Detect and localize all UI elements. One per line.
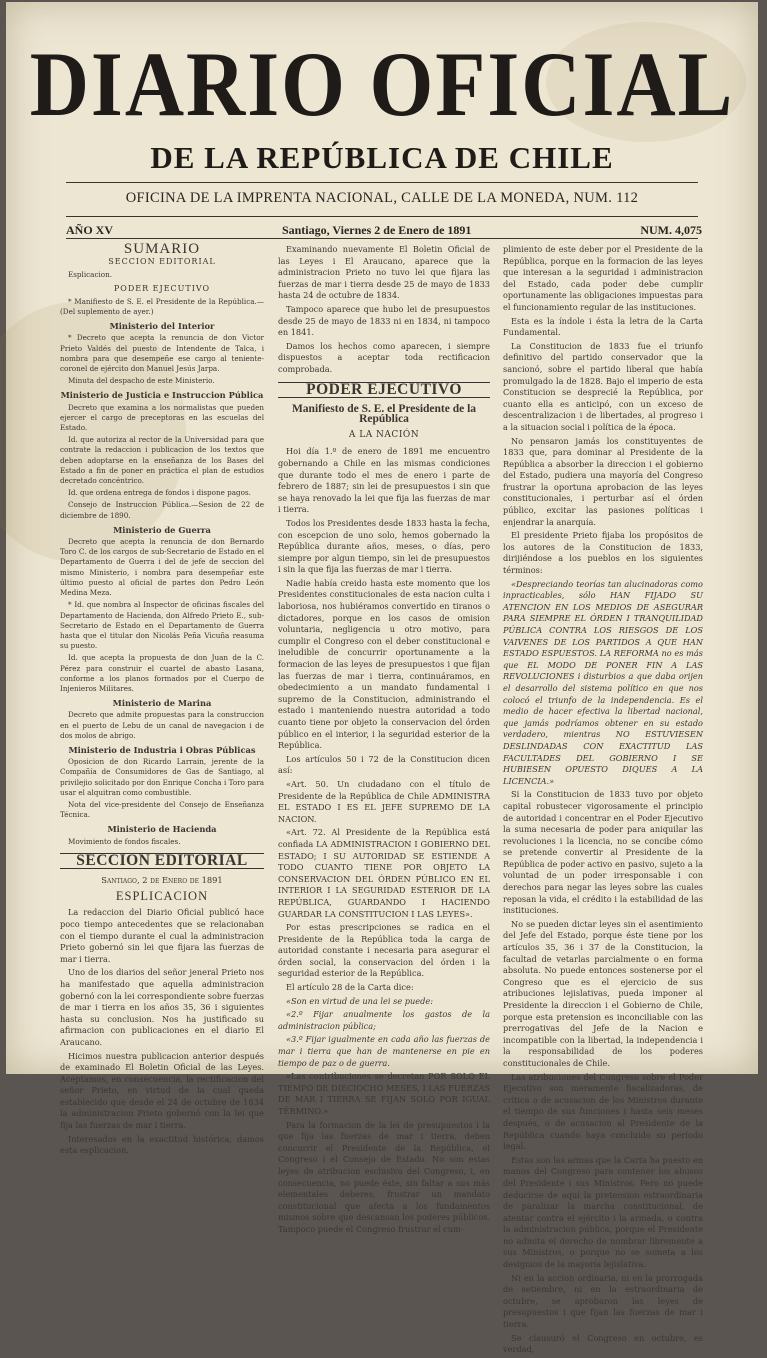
ministry-heading: Ministerio de Marina	[112, 698, 212, 709]
section-label: SECCION EDITORIAL	[108, 257, 216, 267]
editorial-section-box	[60, 853, 264, 869]
section-heading: PODER EJECUTIVO	[306, 380, 462, 398]
paragraph: El artículo 28 de la Carta dice:	[286, 982, 414, 993]
paragraph: Damos los hechos como aparecen, i siempre dispuestos a aceptar toda rectificacion comprobada.	[278, 340, 490, 374]
rule	[66, 182, 698, 183]
paragraph: La redaccion del Diario Oficial publicó hace poco tiempo antecedentes que se relacionaban con el tiempo durante el cual la administracion Prieto gobernó sin lei que fijara las fuerzas de mar i tierra.	[60, 907, 264, 964]
dateline	[66, 223, 702, 238]
sumario-heading: SUMARIO	[123, 241, 201, 257]
column-2	[278, 244, 490, 1238]
paragraph: «Son en virtud de una lei se puede:	[286, 995, 433, 1006]
ministry-heading: Ministerio de Justicia e Instruccion Pública	[60, 390, 264, 401]
paragraph: «Las contribuciones se decretan POR SOLO EL TIEMPO DE DIECIOCHO MESES, I LAS FUERZAS DE MAR I TIERRA SE FIJAN SOLO POR IGUAL TÉRMINO.»	[278, 1071, 490, 1116]
poder-ejecutivo-box	[278, 382, 490, 398]
printing-office-line: OFICINA DE LA IMPRENTA NACIONAL, CALLE DE LA MONEDA, NUM. 112	[125, 190, 639, 206]
issue-number: NUM. 4,075	[640, 223, 702, 237]
paragraph: Por estas prescripciones se radica en el Presidente de la República toda la carga de autoridad constante i necesaria para asegurar el órden social, la conservacion del órden i la seguridad esterior de la República.	[278, 922, 490, 979]
column-3	[503, 244, 703, 1358]
paragraph: Se clausuró el Congreso en octubre, es verdad,	[503, 1332, 703, 1355]
paragraph: Esta es la índole i ésta la letra de la Carta Fundamental.	[503, 315, 703, 338]
paragraph: Uno de los diarios del señor jeneral Prieto nos ha manifestado que aquella administracion gobernó con la lei correspondiente sobre fuerzas de mar i tierra en los años 35, 36 i siguientes hasta su conclusion. Nos ha justificado su afirmacion con publicaciones en el diario El Araucano.	[60, 967, 264, 1047]
newspaper-page	[6, 2, 758, 1355]
paragraph: Examinando nuevamente El Boletin Oficial de las Leyes i El Araucano, aparece que la administracion Prieto no tuvo lei que fijara las fuerzas de mar i tierra desde 25 de mayo de 1833 hasta 24 de octubre de 1834.	[278, 244, 490, 301]
paragraph: Tampoco aparece que hubo lei de presupuestos desde 25 de mayo de 1833 ni en 1834, ni tampoco en 1841.	[278, 303, 490, 338]
paragraph: Interesados en la exactitud histórica, damos esta esplicacion.	[60, 1133, 264, 1156]
article-heading: ESPLICACION	[115, 889, 209, 904]
paragraph: Nadie había creido hasta este momento que los Presidentes constitucionales de esta nacion culta i laboriosa, nos hubiéramos convertido en tiranos o dictadores, porque en los casos de omision voluntaria, negligencia u otro motivo, para cumplir el Congreso con el deber constitucional e ineludible de concurrir oportunamente a la formacion de las leyes de presupuestos i que fijan las fuerzas de mar i tierra, continuáramos, en obedecimiento a un mandato fundamental i supremo de la Constitucion, administrando el estado i manteniendo nuestra autoridad a todo cuanto tiene por objeto la conservacion del órden público en el interior, i la seguridad esterior de la República.	[278, 577, 490, 751]
ministry-heading: Ministerio de Hacienda	[107, 824, 217, 835]
paragraph: Hicimos nuestra publicacion anterior después de examinado El Boletin Oficial de las Leyes. Aceptamos, en consecuencia, la rectificacion del señor Prieto, en virtud de la cual queda establecido que desde el 24 de octubre de 1834 la administracion Prieto gobernó con la lei que fija las fuerzas de mar i tierra.	[60, 1050, 264, 1131]
summary-item: Oposicion de don Ricardo Larrain, jerente de la Compañía de Consumidores de Gas de Santiago, al privilejio solicitado por don Enrique Concha i Toro para usar el alquitran como combustible.	[60, 757, 264, 797]
summary-item: Minuta del despacho de este Ministerio.	[68, 376, 215, 386]
year-label: AÑO XV	[66, 223, 113, 237]
summary-item: Id. que autoriza al rector de la Universidad para que contrate la redaccion i publicacion de los textos que deben adoptarse en la enseñanza de los Bases del Estado a fin de poner en práctica el plan de estudios decretado concéntrico.	[60, 435, 264, 486]
editorial-heading: SECCION EDITORIAL	[76, 851, 248, 869]
ministry-heading: Ministerio de Industria i Obras Públicas	[68, 744, 256, 755]
ministry-heading: Ministerio de Guerra	[113, 524, 211, 535]
paragraph: plimiento de este deber por el Presidente de la República, porque en la formacion de las leyes que interesan a la seguridad i administracion del Estado, cada poder debe cumplir oportunamente las obligaciones impuestas para el funcionamiento regular de las instituciones.	[503, 244, 703, 312]
manifesto-address: A LA NACIÓN	[348, 430, 420, 441]
summary-item: Id. que ordena entrega de fondos i dispone pagos.	[68, 488, 251, 498]
paragraph: «2.º Fijar anualmente los gastos de la administracion pública;	[278, 1009, 490, 1031]
paragraph: No se pueden dictar leyes sin el asentimiento del Jefe del Estado, porque éste tiene por los artículos 35, 36 i 37 de la Constitucion, la facultad de vetarlas parcialmente o en forma absoluta. No puede entonces sostenerse por el Congreso que es el ejercicio de sus atribuciones lejislativas, pueda imponer al Presidente la direccion i el Gobierno de Chile, porque esta pretension es inconciliable con las prerrogativas del Jefe de la Nacion e incompatible con la libertad, la independencia i la responsabilidad de los poderes constitucionales de Chile.	[503, 918, 703, 1068]
summary-item: * Id. que nombra al Inspector de oficinas fiscales del Departamento de Hacienda, don Alfredo Prieto E., sub-Secretario de Estado en el Departamento de Guerra hasta que el titular don Nicolás Peña Vicuña reasuma su puesto.	[60, 600, 264, 651]
summary-item: Nota del vice-presidente del Consejo de Enseñanza Técnica.	[60, 799, 264, 820]
paragraph: Los artículos 50 i 72 de la Constitucion dicen así:	[278, 753, 490, 776]
summary-item: Id. que acepta la propuesta de don Juan de la C. Pérez para construir el cuartel de abasto Lasana, conforme a los planos formados por el Cuerpo de Injenieros Militares.	[60, 653, 264, 693]
summary-item: Decreto que admite propuestas para la construccion en el puerto de Lebu de un canal de navegacion i de dos molos de abrigo.	[60, 710, 264, 740]
paragraph: La Constitucion de 1833 fue el triunfo definitivo del partido conservador que la sancionó, sobre el partido liberal que había promulgado la de 1828. Bajo el imperio de esta Constitucion se desprecié la República, por cuanto ella es anticipó, con un exceso de descentralizacion i de libertades, al progreso i a la situacion social i política de la época.	[503, 340, 703, 432]
manifesto-title: Manifiesto de S. E. el Presidente de la República	[291, 402, 477, 425]
column-1	[60, 241, 264, 1159]
masthead-title: DIARIO OFICIAL	[29, 33, 735, 136]
rule	[66, 216, 698, 217]
summary-item: Decreto que acepta la renuncia de don Bernardo Toro C. de los cargos de sub-Secretario de Estado en el Departamento de Guerra i del de jefe de seccion del mismo Ministerio, i nombra para desempeñar este último puesto al oficial de partes don Pedro León Medina Meza.	[60, 537, 264, 598]
summary-item: Consejo de Instruccion Pública.—Sesion de 22 de diciembre de 1890.	[60, 500, 264, 520]
paragraph: Hoi día 1.º de enero de 1891 me encuentro gobernando a Chile en las mismas condiciones que durante todo el mes de enero i parte de febrero de 1887; sin lei de presupuestos i sin que se haya renovado la lei que fija las fuerzas de mar i tierra.	[278, 446, 490, 515]
section-label: PODER EJECUTIVO	[113, 283, 211, 293]
paragraph: «Art. 50. Un ciudadano con el título de Presidente de la República de Chile ADMINISTRA EL ESTADO I ES EL JEFE SUPREMO DE LA NACION.	[278, 778, 490, 824]
paragraph: Para la formacion de la lei de presupuestos i la que fija las fuerzas de mar i tierra, deben concurrir el Presidente de la República, el Congreso i el Consejo de Estado. No son estas leyes de atribucion esclusiva del Congreso, i, en consecuencia, no puede éste, sin faltar a sus más elementales deberes, frustrar un mandato constitucional que afecta a los fundamentos mismos sobre que descansan los poderes públicos. Tampoco puede el Congreso frustrar el cum-	[278, 1119, 490, 1234]
summary-item: Esplicacion.	[68, 270, 113, 280]
paragraph: El presidente Prieto fijaba los propósitos de los autores de la Constitucion de 1833, dirijiéndose a los pueblos en los siguientes términos:	[503, 530, 703, 576]
summary-item: * Manifiesto de S. E. el Presidente de la República.—(Del suplemento de ayer.)	[60, 296, 264, 317]
masthead-subtitle: DE LA REPÚBLICA DE CHILE	[150, 140, 614, 175]
summary-item: Movimiento de fondos fiscales.	[68, 836, 181, 846]
paragraph: Todos los Presidentes desde 1833 hasta la fecha, con escepcion de uno solo, hemos gobernado la República durante años, meses, o días, pero siempre por algun tiempo, sin lei de presupuestos i sin la que fija las fuerzas de mar i tierra.	[278, 517, 490, 575]
issue-date: Santiago, Viernes 2 de Enero de 1891	[281, 223, 472, 237]
paragraph: «Despreciando teorías tan alucinadoras como inpracticables, sólo HAN FIJADO SU ATENCION EN LOS MEDIOS DE ASEGURAR PARA SIEMPRE EL ÓRDEN I TRANQUILIDAD PÚBLICA CONTRA LOS RIESGOS DE LOS VAIVENES DE LOS PARTIDOS A QUE HAN ESTADO ESPUESTOS. LA REFORMA no es más que EL MODO DE PONER FIN A LAS REVOLUCIONES i disturbios a que daba orijen el desarrollo del sistema político en que nos colocó el triunfo de la independencia. Es el medio de hacer efectiva la libertad nacional, que jamás podríamos obtener en su estado verdadero, mientras NO ESTUVIESEN DESLINDADAS CON EXACTITUD LAS FACULTADES DEL GOBIERNO I SE HUBIESEN OPUESTO DIQUES A LA LICENCIA.»	[503, 578, 703, 786]
paragraph: No pensaron jamás los constituyentes de 1833 que, para dominar al Presidente de la República a absorber la direccion i el gobierno del Estado, pudiera una mayoría del Congreso frustrar la oportuna aprobacion de las leyes constitucionales, i perturbar así el órden público, excitar las pasiones políticas i enjendrar la anarquía.	[503, 435, 703, 527]
paragraph: Estas son las armas que la Carta ha puesto en manos del Congreso para contener los abusos del Presidente i sus Ministros. Pero no puede deducirse de aquí la pretension estraordinaria de paralizar la marcha constitucional, de atentar contra el ejército i la armada, o contra la administracion pública, porque el Presidente no admita el derecho de nombrar libremente a sus Ministros, o porque no se someta a los designios de la mayoría lejislativa.	[503, 1154, 703, 1270]
summary-item: * Decreto que acepta la renuncia de don Victor Prieto Valdés del puesto de Intendente de Talca, i nombra para que desempeñe ese cargo al teniente-coronel de ejército don Manuel Jesús Jarpa.	[60, 333, 264, 374]
paragraph: Si la Constitucion de 1833 tuvo por objeto capital robustecer vigorosamente el principio de autoridad i concentrar en el Poder Ejecutivo la suma necesaria de poder para aniquilar las revoluciones i la licencia, no se concibe cómo se pretende convertir al Presidente de la República de poder activo en pasivo, sujeto a la voluntad de un poder irresponsable i con derechos para negar las leyes sobre las cuales reposan la vida, el crédito i la estabilidad de las instituciones.	[503, 789, 703, 916]
paragraph: «3.º Fijar igualmente en cada año las fuerzas de mar i tierra que han de mantenerse en pie en tiempo de paz o de guerra.	[278, 1034, 490, 1068]
paragraph: «Art. 72. Al Presidente de la República está confiada LA ADMINISTRACION I GOBIERNO DEL ESTADO; I SU AUTORIDAD SE ESTIENDE A TODO CUANTO TIENE POR OBJETO LA CONSERVACION DEL ÓRDEN PÚBLICO EN EL INTERIOR I LA SEGURIDAD ESTERIOR DE LA REPÚBLICA, GUARDANDO I HACIENDO GUARDAR LA CONSTITUCION I LAS LEYES».	[278, 827, 490, 919]
editorial-date: Santiago, 2 de Enero de 1891	[101, 874, 223, 885]
paragraph: Las atribuciones del Congreso sobre el Poder Ejecutivo son meramente fiscalizadoras, de crítica o de acusacion de los Ministros durante el tiempo de sus funciones i hasta seis meses después, o de acusacion al Presidente de la República cuando haya concluido su período legal.	[503, 1071, 703, 1152]
summary-item: Decreto que examina a los normalistas que pueden ejercer el cargo de preceptoras en las escuelas del Estado.	[60, 402, 264, 433]
paragraph: Ni en la accion ordinaria, ni en la prorrogada de setiembre, ni en la estraordinaria de octubre, se aprobaron las leyes de presupuestos i que fijan las fuerzas de mar i tierra.	[503, 1272, 703, 1330]
rule	[66, 238, 698, 239]
ministry-heading: Ministerio del Interior	[109, 321, 215, 332]
